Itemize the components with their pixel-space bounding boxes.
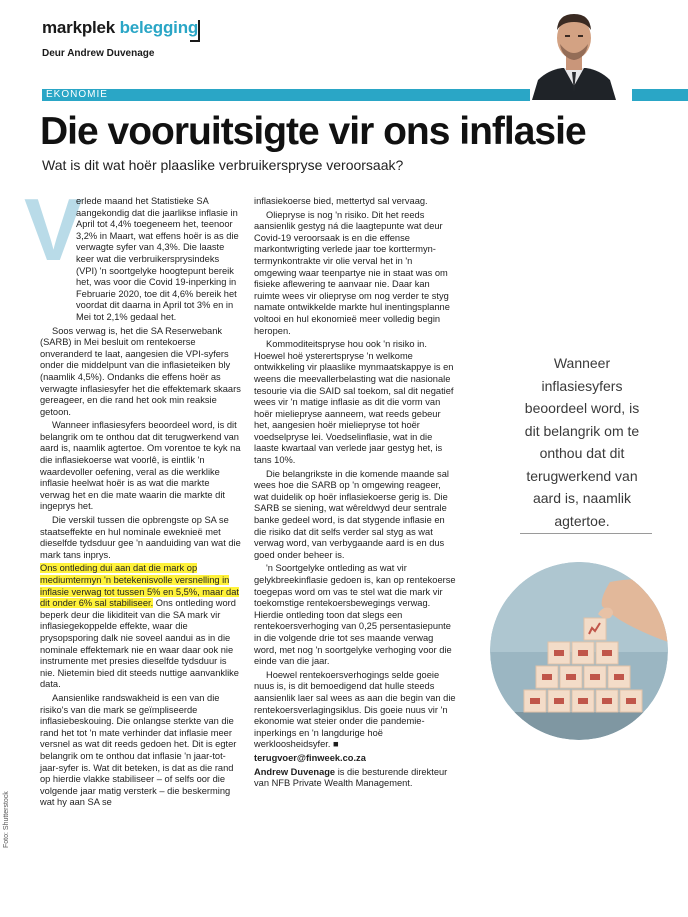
article-column-2: [254, 196, 456, 792]
feedback-email[interactable]: [254, 753, 456, 765]
pull-quote-rule: [520, 533, 652, 534]
paragraph-continuation: Ons ontleding word beperk deur die likiditeit van die SA mark vir inflasiegekoppelde effekte, waar die prysopsporing dalk nie soveel aandui as in die nominale effektemark nie en waar daar ook nie instrumente met presies dieselfde tydsduur is nie. Nietemin bied dit steeds nuttige aanvanklike data.: [40, 598, 239, 690]
paragraph: Die belangrikste in die komende maande sal wees hoe die SARB op 'n omgewing reageer, wat duidelik op hoër inflasiekoerse gerig is. Die SARB se siening, wat wêreldwyd deur sentrale banke gedeel word, is dat stygende inflasie en die risiko dat dit selfs verder sal styg as wat verwag word, van verbygaande aard is en dus goed onder beheer is.: [254, 468, 449, 560]
article-subheadline: Wat is dit wat hoër plaaslike verbruikerspryse veroorsaak?: [42, 157, 404, 173]
author-photo: [528, 0, 620, 100]
publication-brand: [42, 18, 198, 38]
author-bio: [254, 767, 456, 790]
section-label: EKONOMIE: [46, 89, 108, 100]
paragraph: Wanneer inflasiesyfers beoordeel word, is dit belangrik om te onthou dat dit terugwerkend van aard is, naamlik agtertoe. Om vorentoe te kyk na die inflasiekoerse wat voorlê, is eintlik 'n waardevoller oefening, veral as die werklike inflasie heelwat hoër is as wat die markte verwag het en die mate waarin die markte dit ingeprys het.: [40, 420, 241, 512]
photo-credit: Foto: Shutterstock: [3, 791, 10, 848]
paragraph: erlede maand het Statistieke SA aangekondig dat die jaarlikse inflasie in April tot 4,4% toegeneem het, teenoor 3,2% in Maart, wat effens hoër is as die verwagte syfer van 4,3%. Die laaste keer wat die verbruikersprysindeks (VPI) 'n soortgelyke hoogtepunt bereik het, was voor die Covid 19-inperking in Februarie 2020, toe dit 4,6% bereik het voordat dit daarna in April tot 3% en in Mei tot 2,1% gedaal het.: [76, 196, 239, 322]
paragraph: 'n Soortgelyke ontleding as wat vir gelykbreekinflasie gedoen is, kan op rentekoerse toegepas word om vas te stel wat die mark vir toekomstige rentekoersbewegings verwag. Hierdie ontleding toon dat slegs een rentekoersverhoging van 0,25 persentasiepunte in die volgende drie tot ses maande verwag word, met nog 'n soortgelyke verhoging voor die einde van die jaar.: [254, 563, 456, 667]
byline: Deur Andrew Duvenage: [42, 48, 155, 59]
feature-photo: [490, 562, 668, 740]
section-bar-right: [632, 89, 688, 101]
paragraph: inflasiekoerse bied, mettertyd sal vervaag.: [254, 196, 428, 206]
paragraph-highlighted: [40, 563, 242, 691]
pull-quote: Wanneer inflasiesyfers beoordeel word, is dit belangrik om te onthou dat dit terugwerkend van aard is, naamlik agtertoe.: [524, 355, 640, 529]
section-bar: [42, 89, 530, 101]
paragraph: Soos verwag is, het die SA Reserwebank (SARB) in Mei besluit om rentekoerse onveranderd te laat, aangesien die VPI-syfers onder die middelpunt van die inflasieteiken bly (naamlik 4,5%). Ondanks die effens hoër as verwagte inflasiesyfer het die effektemark skaars gereageer, en die rand het ook min reaksie getoon.: [40, 325, 241, 417]
paragraph: Kommoditeitspryse hou ook 'n risiko in. Hoewel hoë ysterertspryse 'n welkome ontwikkeling vir plaaslike mynmaatskappye is en weens die meevallerbelasting wat die nasionale tesourie via die SAID sal toekom, sal dit negatief wees vir 'n matige inflasie as dit die vorm van hoër mieliepryse aanneem, wat reeds gebeur het, aangesien hoër mieliepryse tot hoër voedselpryse lei. Voedselinflasie, wat in die laaste kwartaal van verlede jaar gestyg het, is tans 10%.: [254, 339, 454, 466]
brand-secondary: belegging: [119, 18, 199, 37]
highlighted-text: Ons ontleding dui aan dat die mark op mediumtermyn 'n betekenisvolle versnelling in inflasie verwag tot tussen 5% en 5,5%, maar dat dit onder 6% sal stabiliseer.: [40, 563, 239, 609]
paragraph: Hoewel rentekoersverhogings selde goeie nuus is, is dit bemoedigend dat hulle steeds aansienlik laer sal wees as aan die begin van die rentekoersverlagingsiklus. Dis goeie nuus vir 'n ekonomie wat steier onder die pandemie-inperkings en 'n langdurige hoë werkloosheidsyfer. ■: [254, 669, 456, 750]
paragraph: Die verskil tussen die opbrengste op SA se staatseffekte en hul nominale eweknieë met dieselfde tydsduur gee 'n aanduiding van wat die mark tans inprys.: [40, 515, 241, 560]
article-headline: Die vooruitsigte vir ons inflasie: [40, 110, 586, 153]
brand-primary: markplek: [42, 18, 116, 37]
brand-bracket-decoration: [190, 20, 200, 42]
paragraph: Oliepryse is nog 'n risiko. Dit het reeds aansienlik gestyg ná die laagtepunte wat deur Covid-19 veroorsaak is en die effense markontwrigting verlede jaar toe korttermyn-termynkontrakte vir olie verval het in 'n omgewing waar teenpartye nie in staat was om fisieke aflewering te aanvaar nie. Daar kan ruimte wees vir oliepryse om nog verder te styg namate ontwikkelde markte hul inentingsplanne voltooi en hul ekonomieë meer volledig begin heropen.: [254, 209, 450, 336]
author-bio-text: is die besturende direkteur van NFB Private Wealth Management.: [254, 766, 448, 789]
drop-cap: V: [24, 180, 83, 279]
article-column-1: [40, 196, 242, 811]
email-link[interactable]: terugvoer@finweek.co.za: [254, 752, 366, 763]
paragraph: Aansienlike randswakheid is een van die risiko's van die mark se geïmpliseerde inflasiebeskouing. Die onlangse sterkte van die rand het tot 'n mate verhinder dat inflasie meer versnel as wat dit reeds gedoen het. Dit is egter belangrik om te onthou dat inflasie 'n jaar-tot-jaar-syfer is. Wat dit beteken, is dat as die rand op hierdie vlakke stabiliseer – of selfs oor die volgende jaar matig versterk – die beskerming wat hy aan SA se: [40, 692, 237, 808]
author-bio-name: Andrew Duvenage: [254, 766, 336, 777]
